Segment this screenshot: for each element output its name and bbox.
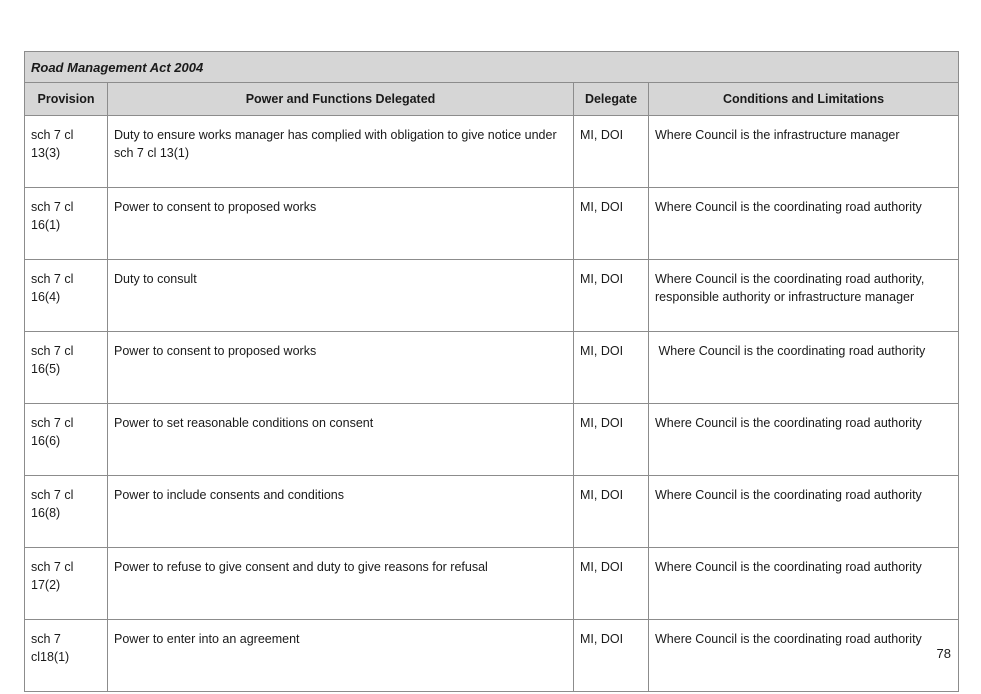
table-row xyxy=(25,188,959,260)
table-title-row xyxy=(25,52,959,83)
cell-delegate: MI, DOI xyxy=(574,260,649,332)
cell-conditions: Where Council is the coordinating road authority xyxy=(649,620,959,692)
cell-conditions: Where Council is the coordinating road authority, responsible authority or infrastructure manager xyxy=(649,260,959,332)
cell-delegate: MI, DOI xyxy=(574,620,649,692)
cell-provision: sch 7 cl 17(2) xyxy=(25,548,108,620)
cell-delegate: MI, DOI xyxy=(574,476,649,548)
page-number: 78 xyxy=(936,646,951,661)
cell-power: Power to include consents and conditions xyxy=(108,476,574,548)
cell-delegate: MI, DOI xyxy=(574,188,649,260)
table-row xyxy=(25,260,959,332)
cell-provision: sch 7 cl 16(8) xyxy=(25,476,108,548)
cell-delegate: MI, DOI xyxy=(574,332,649,404)
table-row xyxy=(25,620,959,692)
cell-delegate: MI, DOI xyxy=(574,404,649,476)
cell-conditions: Where Council is the infrastructure manager xyxy=(649,116,959,188)
cell-power: Duty to consult xyxy=(108,260,574,332)
cell-power: Power to refuse to give consent and duty to give reasons for refusal xyxy=(108,548,574,620)
cell-provision: sch 7 cl 16(1) xyxy=(25,188,108,260)
cell-power: Power to consent to proposed works xyxy=(108,188,574,260)
cell-power: Power to consent to proposed works xyxy=(108,332,574,404)
table-header-row xyxy=(25,83,959,116)
table-title: Road Management Act 2004 xyxy=(25,52,959,83)
cell-provision: sch 7 cl 16(4) xyxy=(25,260,108,332)
cell-conditions: Where Council is the coordinating road authority xyxy=(649,548,959,620)
cell-conditions: Where Council is the coordinating road authority xyxy=(649,404,959,476)
cell-provision: sch 7 cl 16(6) xyxy=(25,404,108,476)
table-row xyxy=(25,476,959,548)
cell-provision: sch 7 cl 16(5) xyxy=(25,332,108,404)
header-conditions: Conditions and Limitations xyxy=(649,83,959,116)
cell-delegate: MI, DOI xyxy=(574,548,649,620)
table-row xyxy=(25,116,959,188)
cell-conditions: Where Council is the coordinating road authority xyxy=(649,476,959,548)
cell-provision: sch 7 cl 13(3) xyxy=(25,116,108,188)
cell-power: Duty to ensure works manager has complied with obligation to give notice under sch 7 cl 13(1) xyxy=(108,116,574,188)
delegation-table xyxy=(24,51,959,692)
cell-conditions: Where Council is the coordinating road authority xyxy=(649,332,959,404)
table-row xyxy=(25,332,959,404)
cell-power: Power to enter into an agreement xyxy=(108,620,574,692)
table-row xyxy=(25,404,959,476)
cell-power: Power to set reasonable conditions on consent xyxy=(108,404,574,476)
table-row xyxy=(25,548,959,620)
header-delegate: Delegate xyxy=(574,83,649,116)
header-provision: Provision xyxy=(25,83,108,116)
cell-provision: sch 7 cl18(1) xyxy=(25,620,108,692)
cell-conditions: Where Council is the coordinating road authority xyxy=(649,188,959,260)
cell-delegate: MI, DOI xyxy=(574,116,649,188)
header-power: Power and Functions Delegated xyxy=(108,83,574,116)
